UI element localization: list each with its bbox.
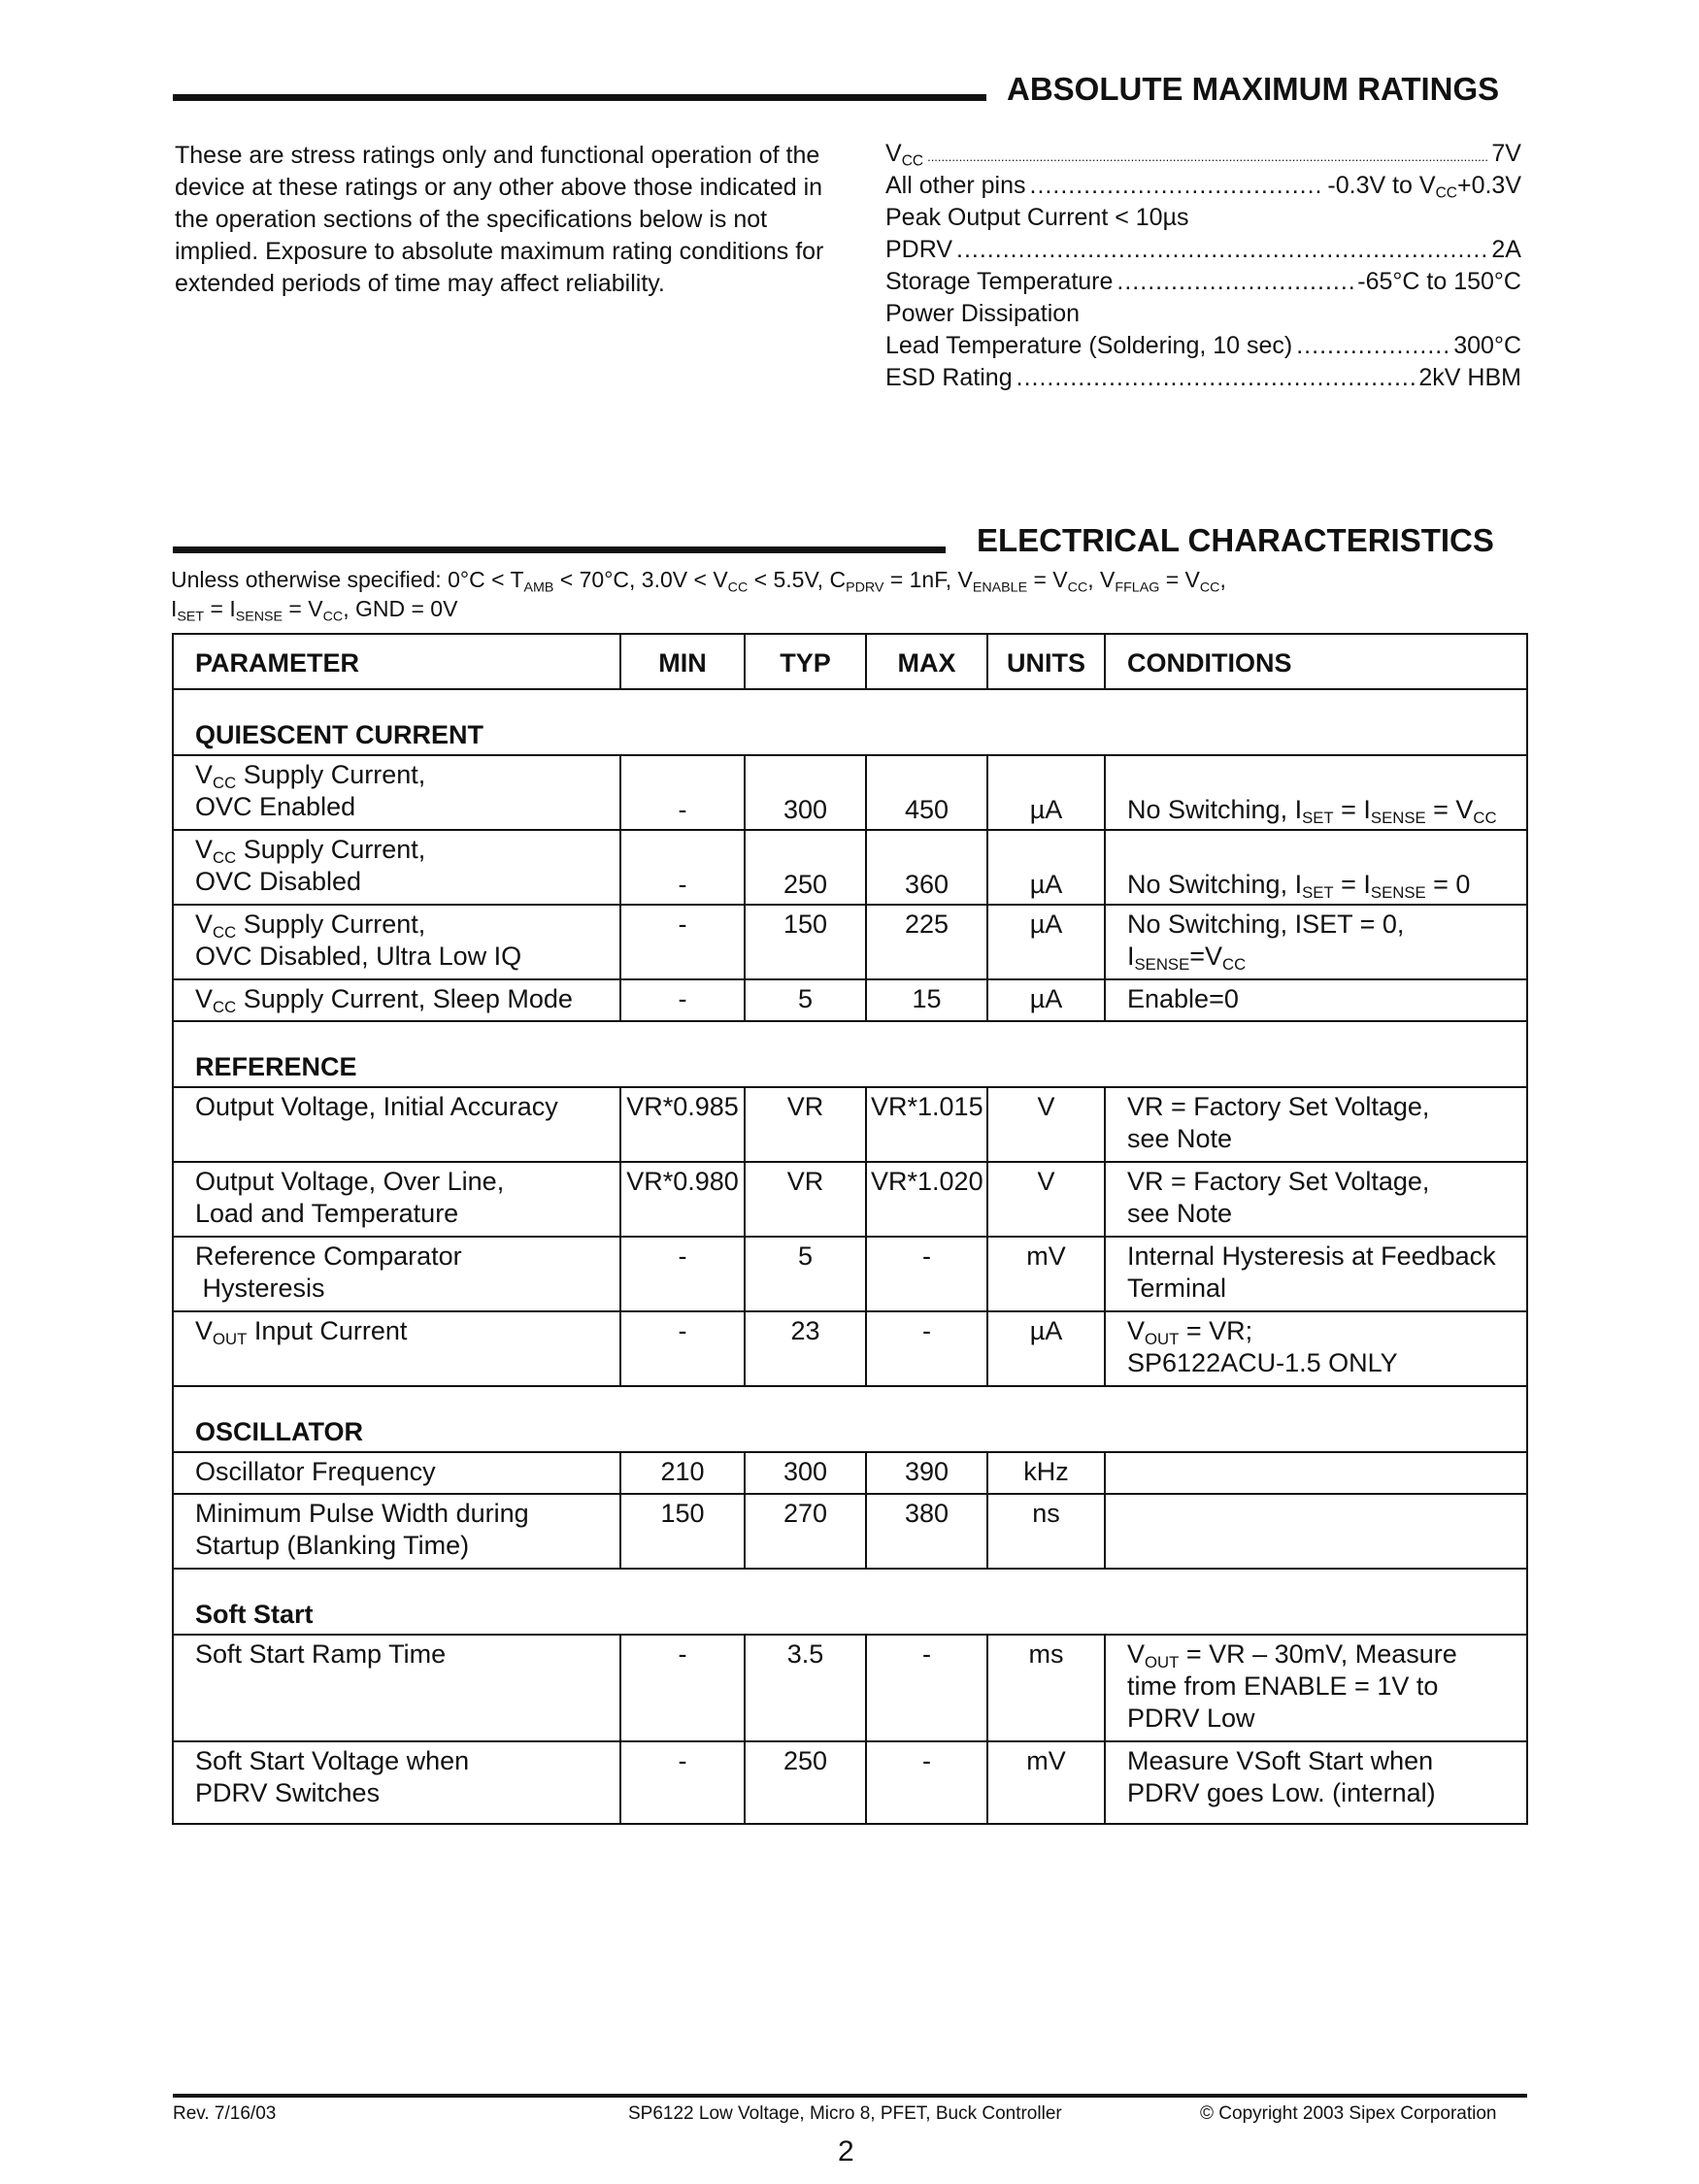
param-cell: Minimum Pulse Width during Startup (Blanking Time) bbox=[173, 1494, 620, 1569]
table-row bbox=[173, 905, 1527, 979]
header-parameter: PARAMETER bbox=[173, 634, 620, 689]
units-cell: kHz bbox=[987, 1452, 1105, 1494]
rating-other-pins: All other pins ..... -0.3V to $V_{CC}+0.3V$ bbox=[885, 172, 1521, 204]
typ-cell: 3.5 bbox=[745, 1635, 866, 1741]
header-conditions: CONDITIONS bbox=[1105, 634, 1527, 689]
conditions-cell: Enable=0 bbox=[1105, 979, 1527, 1021]
min-cell: VR*0.980 bbox=[620, 1162, 745, 1237]
units-cell: mV bbox=[987, 1237, 1105, 1311]
max-cell: 360 bbox=[866, 830, 987, 905]
param-cell: Oscillator Frequency bbox=[173, 1452, 620, 1494]
rating-peak-current: Peak Output Current < 10µs bbox=[885, 204, 1189, 231]
max-cell: - bbox=[866, 1311, 987, 1386]
section-row bbox=[173, 1021, 1527, 1087]
footer-revision: Rev. 7/16/03 bbox=[173, 2103, 277, 2124]
typ-cell: 5 bbox=[745, 1237, 866, 1311]
ec-conditions: Unless otherwise specified: $0^\circ C < T_{AMB} < 70^\circ C$, $3.0V < V_{CC} < 5.5V$, $C_{PDRV} = 1nF$, $V_{ENABLE} = V_{CC}$, $V_{FFLAG} = V_{CC}$, $I_{SET} = I_{SENSE} = V_{CC}$, GND = 0V bbox=[171, 567, 1226, 625]
table-row bbox=[173, 1741, 1527, 1824]
min-cell: - bbox=[620, 905, 745, 979]
param-cell: $V_{OUT}$ Input Current bbox=[173, 1311, 620, 1386]
max-cell: 15 bbox=[866, 979, 987, 1021]
max-cell: - bbox=[866, 1741, 987, 1824]
units-cell: ms bbox=[987, 1635, 1105, 1741]
table-row bbox=[173, 1635, 1527, 1741]
max-cell: 225 bbox=[866, 905, 987, 979]
rating-storage-temp: Storage Temperature ..... -65°C to 150°C bbox=[885, 268, 1521, 300]
footer-copyright: © Copyright 2003 Sipex Corporation bbox=[1200, 2103, 1497, 2124]
conditions-cell: VR = Factory Set Voltage, see Note bbox=[1105, 1162, 1527, 1237]
conditions-cell: VR = Factory Set Voltage, see Note bbox=[1105, 1087, 1527, 1162]
table-row bbox=[173, 1162, 1527, 1237]
param-cell: Soft Start Ramp Time bbox=[173, 1635, 620, 1741]
footer-product: SP6122 Low Voltage, Micro 8, PFET, Buck Controller bbox=[628, 2103, 1062, 2124]
table-row bbox=[173, 979, 1527, 1021]
section-quiescent: QUIESCENT CURRENT bbox=[173, 689, 1527, 755]
table-row bbox=[173, 1087, 1527, 1162]
conditions-cell: No Switching, ISET = 0, $I_{SENSE}=V_{CC}$ bbox=[1105, 905, 1527, 979]
typ-cell: VR bbox=[745, 1087, 866, 1162]
conditions-cell: Internal Hysteresis at Feedback Terminal bbox=[1105, 1237, 1527, 1311]
typ-cell: 270 bbox=[745, 1494, 866, 1569]
header-min: MIN bbox=[620, 634, 745, 689]
rating-lead-temp: Lead Temperature (Soldering, 10 sec) ..... 300°C bbox=[885, 332, 1521, 364]
units-cell: µA bbox=[987, 905, 1105, 979]
units-cell: mV bbox=[987, 1741, 1105, 1824]
stress-note: These are stress ratings only and functional operation of the device at these ratings or any other above those indicated in the operation sections of the specifications below is not implied. Exposure to absolute maximum rating conditions for extended periods of time may affect reliability. bbox=[175, 142, 824, 297]
section-row bbox=[173, 689, 1527, 755]
max-cell: VR*1.020 bbox=[866, 1162, 987, 1237]
amr-title: ABSOLUTE MAXIMUM RATINGS bbox=[1007, 71, 1500, 107]
units-cell: µA bbox=[987, 1311, 1105, 1386]
units-cell: ns bbox=[987, 1494, 1105, 1569]
header-units: UNITS bbox=[987, 634, 1105, 689]
conditions-cell: No Switching, $I_{SET} = I_{SENSE} = 0$ bbox=[1105, 830, 1527, 905]
param-cell: $V_{CC}$ Supply Current, OVC Enabled bbox=[173, 755, 620, 830]
ec-title: ELECTRICAL CHARACTERISTICS bbox=[977, 522, 1494, 558]
typ-cell: 300 bbox=[745, 1452, 866, 1494]
table-row bbox=[173, 1311, 1527, 1386]
max-cell: 390 bbox=[866, 1452, 987, 1494]
max-cell: - bbox=[866, 1635, 987, 1741]
conditions-cell: No Switching, $I_{SET} = I_{SENSE} = V_{CC}$ bbox=[1105, 755, 1527, 830]
typ-cell: 5 bbox=[745, 979, 866, 1021]
rating-vcc: $V_{CC}$ ..... 7V bbox=[885, 140, 1521, 172]
conditions-cell bbox=[1105, 1452, 1527, 1494]
max-cell: 380 bbox=[866, 1494, 987, 1569]
min-cell: - bbox=[620, 1311, 745, 1386]
header-typ: TYP bbox=[745, 634, 866, 689]
rating-power-dissipation: Power Dissipation bbox=[885, 300, 1081, 327]
conditions-cell bbox=[1105, 1494, 1527, 1569]
typ-cell: 300 bbox=[745, 755, 866, 830]
param-cell: $V_{CC}$ Supply Current, OVC Disabled, Ultra Low IQ bbox=[173, 905, 620, 979]
table-row bbox=[173, 1494, 1527, 1569]
units-cell: µA bbox=[987, 755, 1105, 830]
ec-rule bbox=[173, 546, 946, 553]
table-row bbox=[173, 1452, 1527, 1494]
min-cell: 210 bbox=[620, 1452, 745, 1494]
typ-cell: 23 bbox=[745, 1311, 866, 1386]
param-cell: Soft Start Voltage when PDRV Switches bbox=[173, 1741, 620, 1824]
typ-cell: 250 bbox=[745, 1741, 866, 1824]
section-row bbox=[173, 1569, 1527, 1635]
footer-rule bbox=[173, 2094, 1527, 2098]
param-cell: Reference Comparator Hysteresis bbox=[173, 1237, 620, 1311]
min-cell: 150 bbox=[620, 1494, 745, 1569]
typ-cell: 250 bbox=[745, 830, 866, 905]
min-cell: - bbox=[620, 1635, 745, 1741]
min-cell: - bbox=[620, 979, 745, 1021]
table-row bbox=[173, 830, 1527, 905]
typ-cell: VR bbox=[745, 1162, 866, 1237]
section-row bbox=[173, 1386, 1527, 1452]
conditions-cell: Measure VSoft Start when PDRV goes Low. (internal) bbox=[1105, 1741, 1527, 1824]
conditions-cell: $V_{OUT}$ = VR – 30mV, Measure time from ENABLE = 1V to PDRV Low bbox=[1105, 1635, 1527, 1741]
section-softstart: Soft Start bbox=[173, 1569, 1527, 1635]
rating-esd: ESD Rating ..... 2kV HBM bbox=[885, 364, 1521, 396]
max-cell: - bbox=[866, 1237, 987, 1311]
param-cell: Output Voltage, Initial Accuracy bbox=[173, 1087, 620, 1162]
header-max: MAX bbox=[866, 634, 987, 689]
units-cell: V bbox=[987, 1087, 1105, 1162]
table-header-row bbox=[173, 634, 1527, 689]
min-cell: - bbox=[620, 755, 745, 830]
page-number: 2 bbox=[838, 2135, 854, 2167]
ratings-list bbox=[885, 140, 1521, 396]
min-cell: - bbox=[620, 1741, 745, 1824]
min-cell: VR*0.985 bbox=[620, 1087, 745, 1162]
electrical-characteristics-table bbox=[172, 633, 1528, 1825]
max-cell: VR*1.015 bbox=[866, 1087, 987, 1162]
min-cell: - bbox=[620, 830, 745, 905]
typ-cell: 150 bbox=[745, 905, 866, 979]
conditions-cell: $V_{OUT}$ = VR; SP6122ACU-1.5 ONLY bbox=[1105, 1311, 1527, 1386]
units-cell: µA bbox=[987, 830, 1105, 905]
table-row bbox=[173, 1237, 1527, 1311]
param-cell: Output Voltage, Over Line, Load and Temperature bbox=[173, 1162, 620, 1237]
table-row bbox=[173, 755, 1527, 830]
param-cell: $V_{CC}$ Supply Current, OVC Disabled bbox=[173, 830, 620, 905]
units-cell: V bbox=[987, 1162, 1105, 1237]
param-cell: $V_{CC}$ Supply Current, Sleep Mode bbox=[173, 979, 620, 1021]
amr-rule bbox=[173, 94, 986, 101]
min-cell: - bbox=[620, 1237, 745, 1311]
section-oscillator: OSCILLATOR bbox=[173, 1386, 1527, 1452]
section-reference: REFERENCE bbox=[173, 1021, 1527, 1087]
rating-pdrv: PDRV ..... 2A bbox=[885, 236, 1521, 268]
max-cell: 450 bbox=[866, 755, 987, 830]
units-cell: µA bbox=[987, 979, 1105, 1021]
